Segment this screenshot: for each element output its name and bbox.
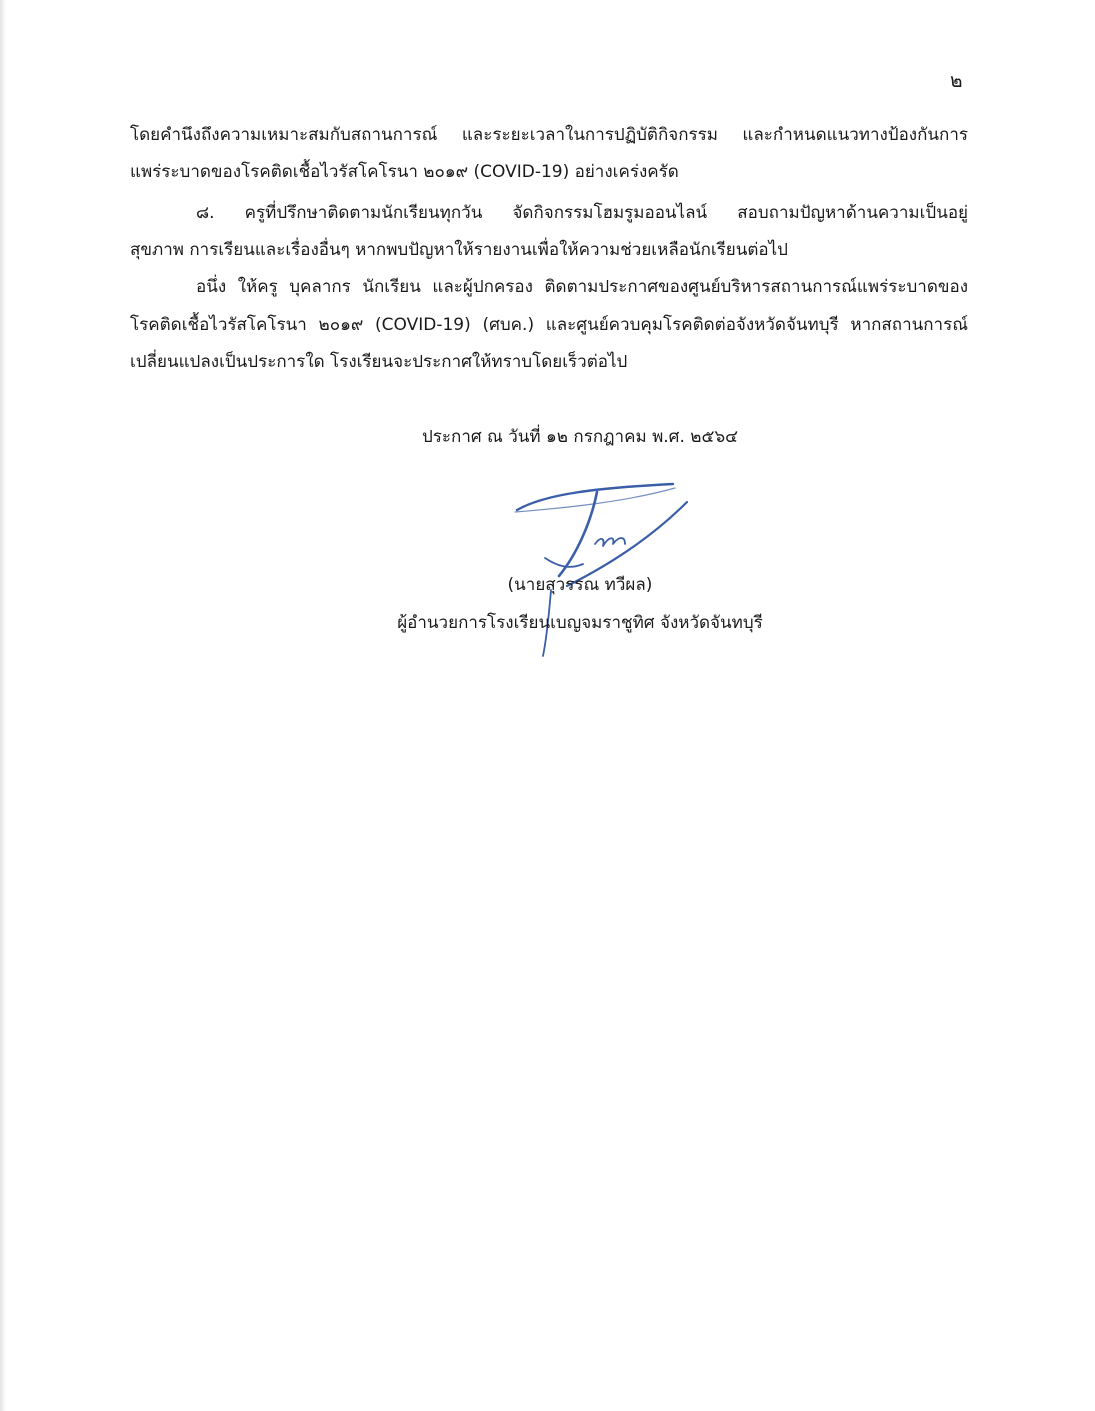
item-8-line-1: ๘. ครูที่ปรึกษาติดตามนักเรียนทุกวัน จัดกิจกรรมโฮมรูมออนไลน์ สอบถามปัญหาด้านความเป็นอยู่	[196, 203, 968, 223]
note-line-2: โรคติดเชื้อไวรัสโคโรนา ๒๐๑๙ (COVID-19) (ศบค.) และศูนย์ควบคุมโรคติดต่อจังหวัดจันทบุรี หากสถานการณ์	[130, 315, 968, 335]
page-edge-shadow	[0, 0, 6, 1411]
note-line-3: เปลี่ยนแปลงเป็นประการใด โรงเรียนจะประกาศให้ทราบโดยเร็วต่อไป	[130, 352, 628, 372]
note-line-1: อนึ่ง ให้ครู บุคลากร นักเรียน และผู้ปกครอง ติดตามประกาศของศูนย์บริหารสถานการณ์แพร่ระบาดของ	[196, 277, 968, 297]
signatory-position: ผู้อำนวยการโรงเรียนเบญจมราชูทิศ จังหวัดจันทบุรี	[397, 613, 763, 633]
body-line-2: แพร่ระบาดของโรคติดเชื้อไวรัสโคโรนา ๒๐๑๙ (COVID-19) อย่างเคร่งครัด	[130, 162, 679, 182]
page-number: ๒	[950, 70, 963, 92]
body-line-1: โดยคำนึงถึงความเหมาะสมกับสถานการณ์ และระยะเวลาในการปฏิบัติกิจกรรม และกำหนดแนวทางป้องกันการ	[130, 125, 968, 145]
signatory-name: (นายสุวรรณ ทวีผล)	[507, 575, 653, 595]
announcement-date: ประกาศ ณ วันที่ ๑๒ กรกฎาคม พ.ศ. ๒๕๖๔	[421, 427, 739, 447]
item-8-line-2: สุขภาพ การเรียนและเรื่องอื่นๆ หากพบปัญหาให้รายงานเพื่อให้ความช่วยเหลือนักเรียนต่อไป	[130, 240, 788, 260]
